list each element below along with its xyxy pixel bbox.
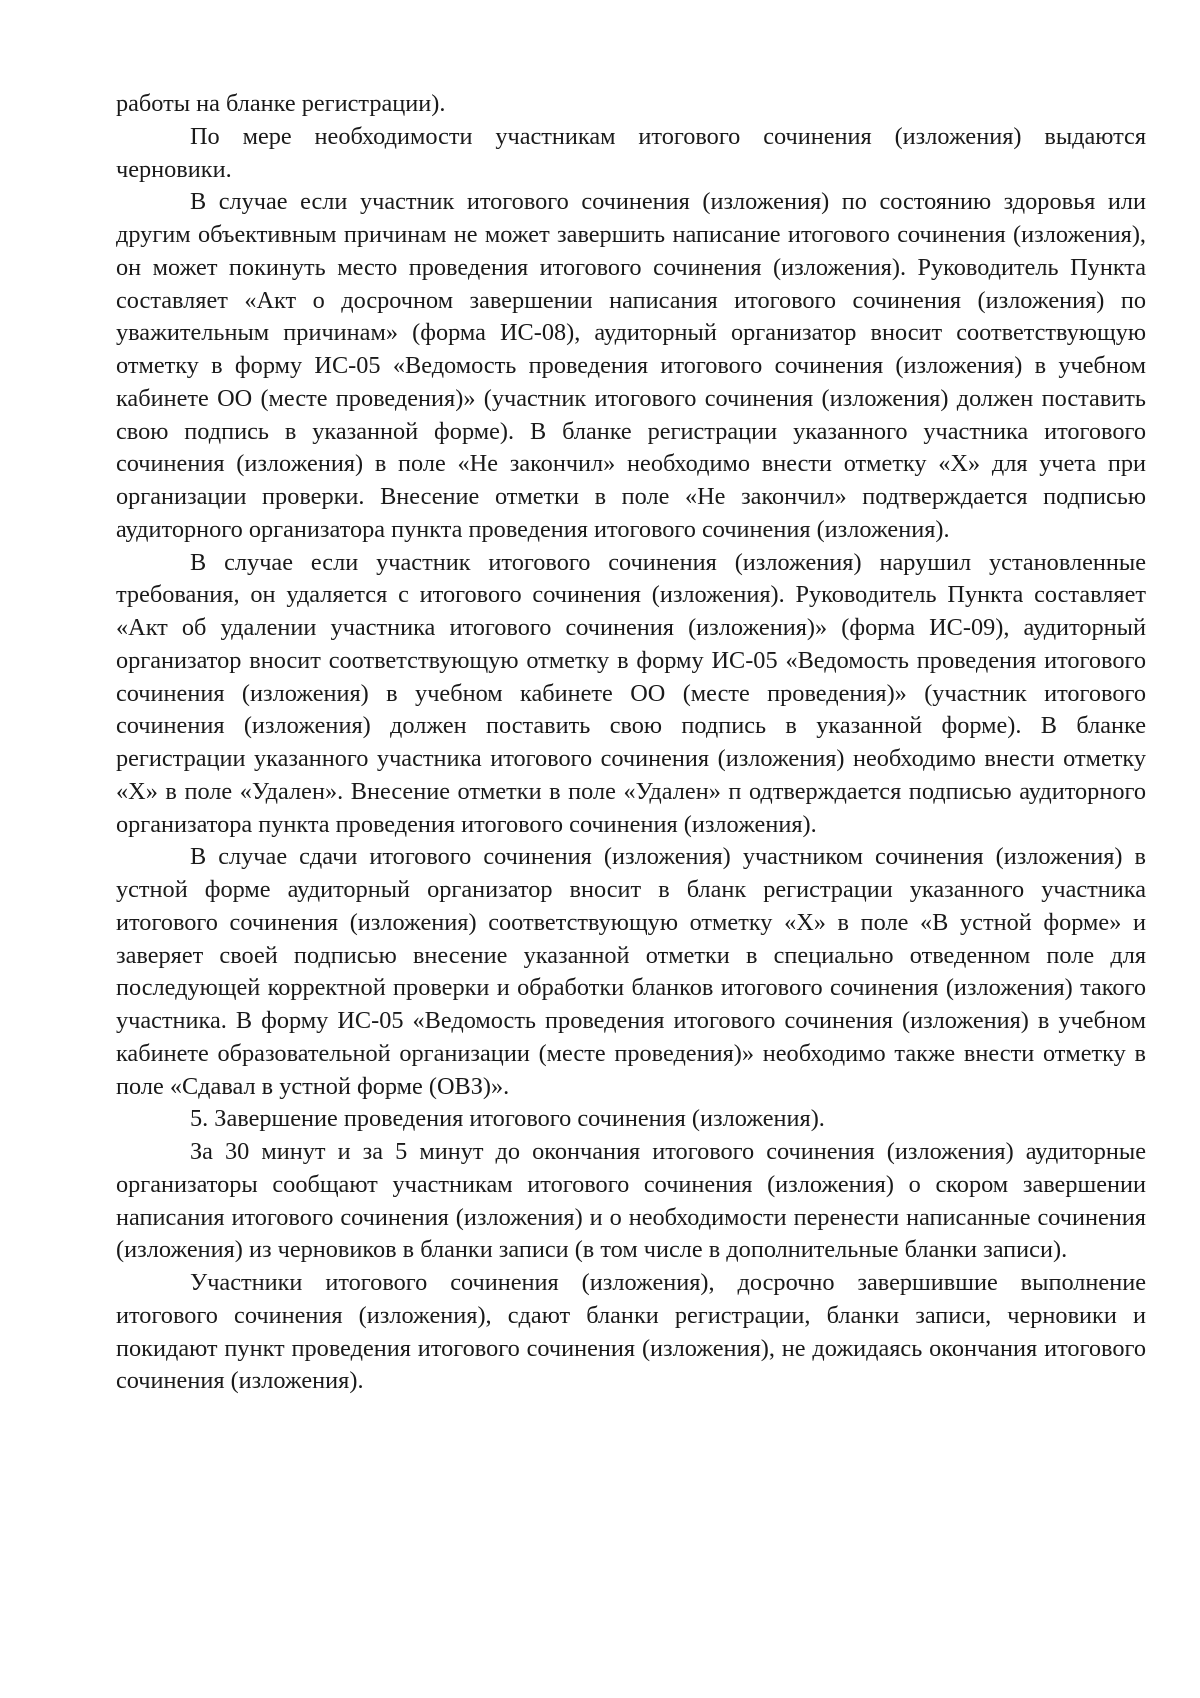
paragraph: работы на бланке регистрации). [116, 90, 446, 117]
paragraph: В случае если участник итогового сочинения (изложения) нарушил установленные требования, он удаляется с итогового сочинения (изложения). Руководитель Пункта составляет «Акт об удалении участника итогового сочинения (изложения)» (форма ИС-09), аудиторный организатор вносит соответствующую отметку в форму ИС-05 «Ведомость проведения итогового сочинения (изложения) в учебном кабинете ОО (месте проведения)» (участник итогового сочинения (изложения) должен поставить свою подпись в указанной форме). В бланке регистрации указанного участника итогового сочинения (изложения) необходимо внести отметку «Х» в поле «Удален». Внесение отметки в поле «Удален» п одтверждается подписью аудиторного организатора пункта проведения итогового сочинения (изложения). [116, 548, 1146, 838]
document-page [116, 88, 1146, 1398]
paragraph: По мере необходимости участникам итогового сочинения (изложения) выдаются черновики. [116, 122, 1146, 183]
paragraph: В случае если участник итогового сочинения (изложения) по состоянию здоровья или другим объективным причинам не может завершить написание итогового сочинения (изложения), он может покинуть место проведения итогового сочинения (изложения). Руководитель Пункта составляет «Акт о досрочном завершении написания итогового сочинения (изложения) по уважительным причинам» (форма ИС-08), аудиторный организатор вносит соответствующую отметку в форму ИС-05 «Ведомость проведения итогового сочинения (изложения) в учебном кабинете ОО (месте проведения)» (участник итогового сочинения (изложения) должен поставить свою подпись в указанной форме). В бланке регистрации указанного участника итогового сочинения (изложения) в поле «Не закончил» необходимо внести отметку «Х» для учета при организации проверки. Внесение отметки в поле «Не закончил» подтверждается подписью аудиторного организатора пункта проведения итогового сочинения (изложения). [116, 188, 1146, 543]
section-heading: 5. Завершение проведения итогового сочинения (изложения). [190, 1105, 825, 1133]
paragraph: За 30 минут и за 5 минут до окончания итогового сочинения (изложения) аудиторные организаторы сообщают участникам итогового сочинения (изложения) о скором завершении написания итогового сочинения (изложения) и о необходимости перенести написанные сочинения (изложения) из черновиков в бланки записи (в том числе в дополнительные бланки записи). [116, 1138, 1146, 1264]
paragraph: В случае сдачи итогового сочинения (изложения) участником сочинения (изложения) в устной форме аудиторный организатор вносит в бланк регистрации указанного участника итогового сочинения (изложения) соответствующую отметку «Х» в поле «В устной форме» и заверяет своей подписью внесение указанной отметки в специально отведенном поле для последующей корректной проверки и обработки бланков итогового сочинения (изложения) такого участника. В форму ИС-05 «Ведомость проведения итогового сочинения (изложения) в учебном кабинете образовательной организации (месте проведения)» необходимо также внести отметку в поле «Сдавал в устной форме (ОВЗ)». [116, 843, 1146, 1100]
paragraph: Участники итогового сочинения (изложения), досрочно завершившие выполнение итогового сочинения (изложения), сдают бланки регистрации, бланки записи, черновики и покидают пункт проведения итогового сочинения (изложения), не дожидаясь окончания итогового сочинения (изложения). [116, 1269, 1146, 1395]
